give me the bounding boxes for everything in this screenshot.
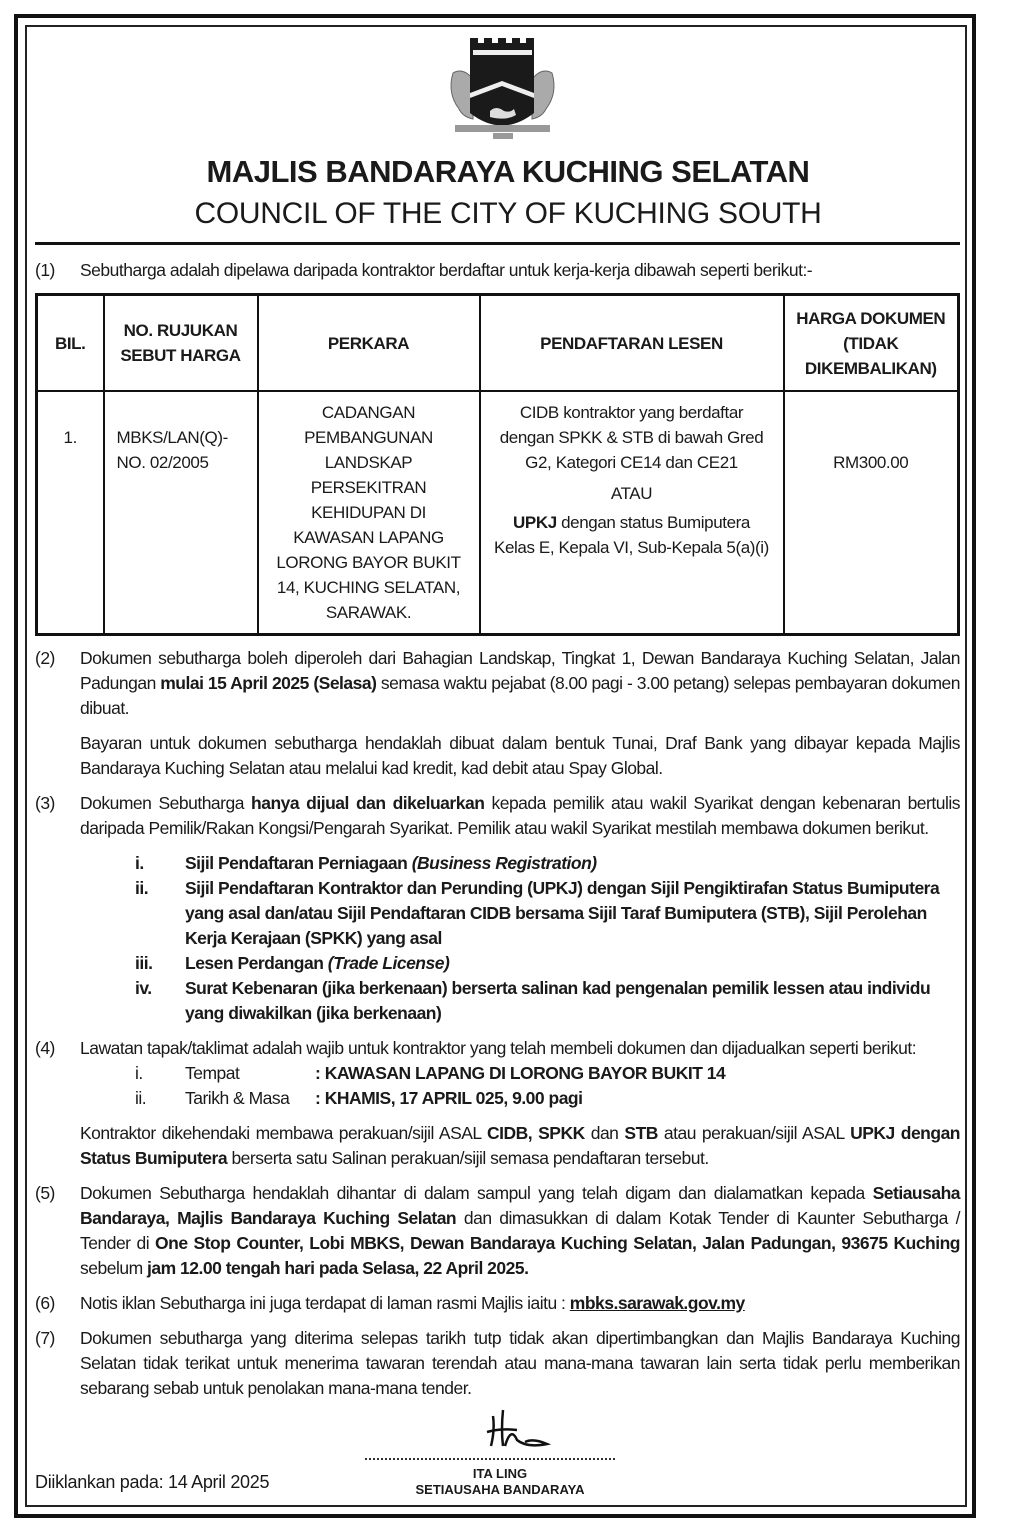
- header-ref: NO. RUJUKAN SEBUT HARGA: [104, 295, 258, 392]
- section-paragraph: [80, 1121, 960, 1171]
- roman-numeral: iii.: [135, 953, 153, 973]
- section-paragraph: Bayaran untuk dokumen sebutharga hendaklah dibuat dalam bentuk Tunai, Draf Bank yang dibayar kepada Majlis Bandaraya Kuching Selatan atau melalui kad kredit, kad debit atau Spay Global.: [80, 733, 960, 778]
- text: Dokumen Sebutharga hendaklah dihantar di dalam sampul yang telah digam dan dialamatkan kepada: [80, 1183, 873, 1203]
- council-subtitle: COUNCIL OF THE CITY OF KUCHING SOUTH: [194, 197, 822, 230]
- item-text: Lesen Perdangan: [185, 953, 328, 973]
- lesen-cidb: CIDB kontraktor yang berdaftar dengan SPKK & STB di bawah Gred G2, Kategori CE14 dan CE21: [499, 403, 764, 472]
- text: Dokumen sebutharga boleh diperoleh dari Bahagian Landskap, Tingkat 1, Dewan Bandaraya Kuching Selatan, Jalan Padungan: [80, 648, 960, 693]
- bold-text: UPKJ dengan Status Bumiputera: [80, 1123, 960, 1168]
- signatory: [365, 1466, 635, 1498]
- section-number: (7): [35, 1328, 55, 1348]
- lesen-upkj-text: dengan status Bumiputera Kelas E, Kepala VI, Sub-Kepala 5(a)(i): [494, 513, 769, 557]
- bold-text: CIDB, SPKK: [487, 1123, 585, 1143]
- list-item: [135, 876, 960, 951]
- document-list: [135, 851, 960, 1026]
- section-paragraph: [80, 1291, 960, 1316]
- item-text: Sijil Pendaftaran Perniagaan: [185, 853, 412, 873]
- list-item: [135, 976, 960, 1026]
- notice-body: [35, 258, 960, 1411]
- roman-numeral: i.: [135, 853, 144, 873]
- bold-text: STB: [624, 1123, 658, 1143]
- detail-value: : KHAMIS, 17 APRIL 025, 9.00 pagi: [315, 1088, 583, 1108]
- section-4: [35, 1036, 960, 1171]
- council-title: MAJLIS BANDARAYA KUCHING SELATAN: [206, 154, 810, 189]
- bold-text: Setiausaha Bandaraya, Majlis Bandaraya Kuching Selatan: [80, 1183, 960, 1228]
- list-item: [135, 951, 960, 976]
- header-bil: BIL.: [37, 295, 104, 392]
- text: dan dimasukkan di dalam Kotak Tender di Kaunter Sebutharga / Tender di: [80, 1208, 960, 1253]
- signer-title: SETIAUSAHA BANDARAYA: [415, 1482, 585, 1497]
- cell-lesen: [480, 391, 784, 635]
- cell-perkara: CADANGAN PEMBANGUNAN LANDSKAP PERSEKITRAN KEHIDUPAN DI KAWASAN LAPANG LORONG BAYOR BUKIT 14, KUCHING SELATAN, SARAWAK.: [258, 391, 480, 635]
- cell-bil: 1.: [37, 391, 104, 635]
- section-3: [35, 791, 960, 1026]
- detail-place: [135, 1061, 960, 1086]
- cell-ref: MBKS/LAN(Q)-NO. 02/2005: [104, 391, 258, 635]
- header-lesen: PENDAFTARAN LESEN: [480, 295, 784, 392]
- signer-name: ITA LING: [472, 1466, 528, 1481]
- text: semasa waktu pejabat (8.00 pagi - 3.00 petang) selepas pembayaran dokumen dibuat.: [80, 673, 960, 718]
- section-number: (3): [35, 793, 55, 813]
- text: Notis iklan Sebutharga ini juga terdapat di laman rasmi Majlis iaitu :: [80, 1293, 570, 1313]
- bold-text: hanya dijual dan dikeluarkan: [251, 793, 485, 813]
- section-number: (1): [35, 260, 55, 280]
- roman-numeral: ii.: [135, 1088, 147, 1108]
- detail-label: Tarikh & Masa: [185, 1088, 290, 1108]
- signature-image: [485, 1408, 555, 1453]
- detail-datetime: [135, 1086, 960, 1111]
- section-number: (4): [35, 1038, 55, 1058]
- section-paragraph: [80, 646, 960, 721]
- roman-numeral: i.: [135, 1063, 143, 1083]
- item-italic: (Trade License): [327, 953, 450, 973]
- section-7: [35, 1326, 960, 1401]
- section-paragraph: [80, 1181, 960, 1281]
- text: atau perakuan/sijil ASAL: [657, 1123, 851, 1143]
- item-text: Sijil Pendaftaran Kontraktor dan Perunding (UPKJ) dengan Sijil Pengiktirafan Status Bumiputera yang asal dan/atau Sijil Pendaftaran CIDB bersama Sijil Taraf Bumiputera (STB), Sijil Perolehan Kerja Kerajaan (SPKK) yang asal: [185, 878, 940, 948]
- section-paragraph: Dokumen sebutharga yang diterima selepas tarikh tutp tidak akan dipertimbangkan dan Majlis Bandaraya Kuching Selatan tidak terikat untuk menerima tawaran terendah atau mana-mana tawaran lain serta tidak perlu memberikan sebarang sebab untuk penolakan mana-mana tender.: [80, 1328, 960, 1398]
- section-5: [35, 1181, 960, 1281]
- text: Kontraktor dikehendaki membawa perakuan/sijil ASAL: [80, 1123, 487, 1143]
- text: dan: [584, 1123, 625, 1143]
- section-paragraph: [80, 791, 960, 841]
- detail-value: : KAWASAN LAPANG DI LORONG BAYOR BUKIT 14: [315, 1063, 726, 1083]
- header-perkara: PERKARA: [258, 295, 480, 392]
- text: sebelum: [80, 1258, 148, 1278]
- lesen-atau: ATAU: [610, 484, 653, 503]
- list-item: [135, 851, 960, 876]
- header-divider: [35, 242, 960, 245]
- detail-label: Tempat: [185, 1063, 240, 1083]
- bold-text: jam 12.00 tengah hari pada Selasa, 22 April 2025.: [147, 1258, 529, 1278]
- section-text: Sebutharga adalah dipelawa daripada kontraktor berdaftar untuk kerja-kerja dibawah seperti berikut:-: [80, 260, 813, 280]
- bold-text: One Stop Counter, Lobi MBKS, Dewan Bandaraya Kuching Selatan, Jalan Padungan, 93675 Kuching: [155, 1233, 960, 1253]
- section-1: [35, 258, 960, 283]
- section-number: (2): [35, 648, 55, 668]
- text: Dokumen Sebutharga: [80, 793, 252, 813]
- signature-line: [365, 1458, 615, 1460]
- item-text: Surat Kebenaran (jika berkenaan) berserta salinan kad pengenalan pemilik lessen atau individu yang diwakilkan (jika berkenaan): [185, 978, 931, 1023]
- council-crest-logo: [445, 33, 560, 145]
- section-number: (5): [35, 1183, 55, 1203]
- site-visit-details: [135, 1061, 960, 1111]
- website-link[interactable]: mbks.sarawak.gov.my: [569, 1293, 745, 1313]
- bold-text: mulai 15 April 2025 (Selasa): [160, 673, 377, 693]
- tender-table: [35, 293, 960, 636]
- cell-harga: RM300.00: [784, 391, 959, 635]
- roman-numeral: ii.: [135, 878, 149, 898]
- lesen-upkj: [493, 510, 771, 560]
- section-number: (6): [35, 1293, 55, 1313]
- advertised-date: Diiklankan pada: 14 April 2025: [35, 1472, 270, 1492]
- table-header-row: [37, 295, 959, 392]
- lesen-upkj-bold: UPKJ: [513, 513, 557, 532]
- text: kepada pemilik atau wakil Syarikat dengan kebenaran bertulis daripada Pemilik/Rakan Kongsi/Pengarah Syarikat. Pemilik atau wakil Syarikat mestilah membawa dokumen berikut.: [80, 793, 960, 838]
- roman-numeral: iv.: [135, 978, 152, 998]
- section-paragraph: Lawatan tapak/taklimat adalah wajib untuk kontraktor yang telah membeli dokumen dan dijadualkan seperti berikut:: [80, 1038, 917, 1058]
- table-row: [37, 391, 959, 635]
- item-italic: (Business Registration): [411, 853, 597, 873]
- section-6: [35, 1291, 960, 1316]
- text: berserta satu Salinan perakuan/sijil semasa pendaftaran tersebut.: [227, 1148, 709, 1168]
- section-2: [35, 646, 960, 781]
- header-harga: HARGA DOKUMEN (TIDAK DIKEMBALIKAN): [784, 295, 959, 392]
